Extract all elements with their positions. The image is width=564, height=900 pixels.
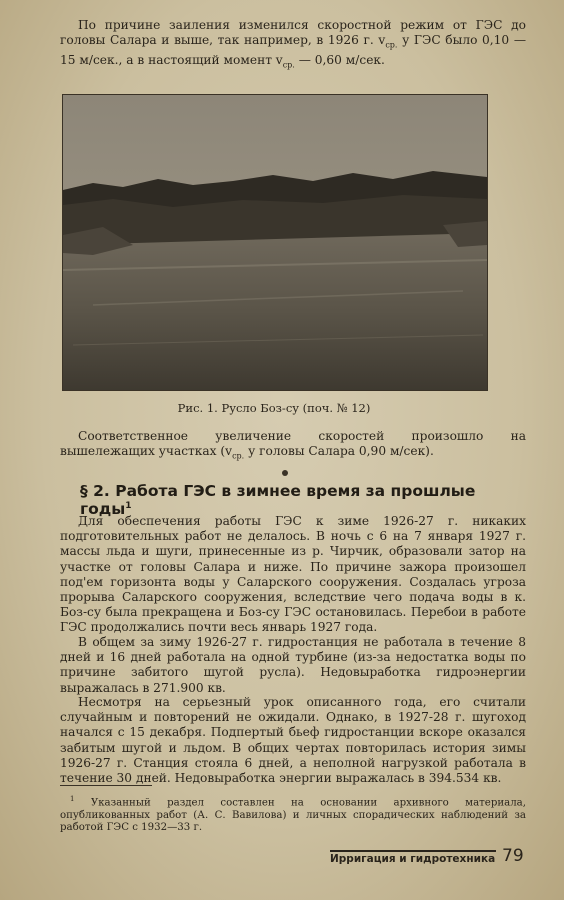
subscript: ср. [385, 40, 398, 50]
decorative-dot [282, 470, 288, 476]
section-heading [80, 482, 520, 518]
text-run: у ГЭС было 0,10 — 15 м/сек., а в настоящий момент v [60, 33, 527, 67]
river-photo-image [63, 95, 487, 390]
footnote-reference: 1 [125, 500, 132, 511]
text-run: — 0,60 м/сек. [294, 52, 385, 67]
page-number: 79 [502, 846, 524, 866]
footnote [60, 793, 526, 835]
text-run: По причине заиления изменился скоростной режим от ГЭС до головы Салара и выше, так например, в 1926 г. v [60, 18, 526, 48]
paragraph-1927: Несмотря на серьезный урок описанного года, его считали случайным и повторений не ожидали. Однако, в 1927-28 г. шугоход начался с 15 декабря. Подпертый бьеф гидростанции вскоре оказался забитым шугой и льдом. В общих чертах повторилась история зимы 1926-27 г. Станция стояла 6 дней, а неполной нагрузкой работала в течение 30 дней. Недовыработка энергии выражалась в 394.534 кв. [60, 695, 526, 786]
paragraph-1926: Для обеспечения работы ГЭС к зиме 1926-27 г. никаких подготовительных работ не делалось. В ночь с 6 на 7 января 1927 г. массы льда и шуги, принесенные из р. Чирчик, образовали затор на участке от головы Салара и ниже. По причине зажора произошел под'ем горизонта воды у Саларского сооружения. Создалась угроза прорыва Саларского сооружения, вследствие чего подача воды в к. Боз-су была прекращена и Боз-су ГЭС остановилась. Перебои в работе ГЭС продолжались почти весь январь 1927 года. [60, 514, 526, 635]
footnote-mark: 1 [70, 795, 75, 803]
subscript: ср. [282, 60, 295, 70]
journal-title: Ирригация и гидротехника [330, 853, 496, 865]
section-heading-text: § 2. Работа ГЭС в зимнее время за прошлые годы [80, 482, 476, 518]
subscript: ср. [232, 451, 245, 461]
text-run: у головы Салара 0,90 м/сек). [244, 444, 434, 459]
paragraph-intro [60, 18, 526, 72]
river-photograph [62, 94, 488, 391]
footer-divider [330, 850, 496, 852]
footnote-text: Указанный раздел составлен на основании архивного материала, опубликованных работ (А. С. Вавилова) и личных спорадических наблюдений за работой ГЭС с 1932—33 г. [60, 797, 526, 834]
figure-caption: Рис. 1. Русло Боз-су (поч. № 12) [177, 401, 371, 415]
paragraph-velocity [60, 429, 526, 464]
footnote-divider [60, 785, 152, 786]
text-run: Соответственное увеличение скоростей произошло на вышележащих участках (v [60, 429, 526, 459]
paragraph-summary-1926: В общем за зиму 1926-27 г. гидростанция не работала в течение 8 дней и 16 дней работала на одной турбине (из-за недостатка воды по причине забитого шугой русла). Недовыработка гидроэнергии выражалась в 271.900 кв. [60, 635, 526, 695]
